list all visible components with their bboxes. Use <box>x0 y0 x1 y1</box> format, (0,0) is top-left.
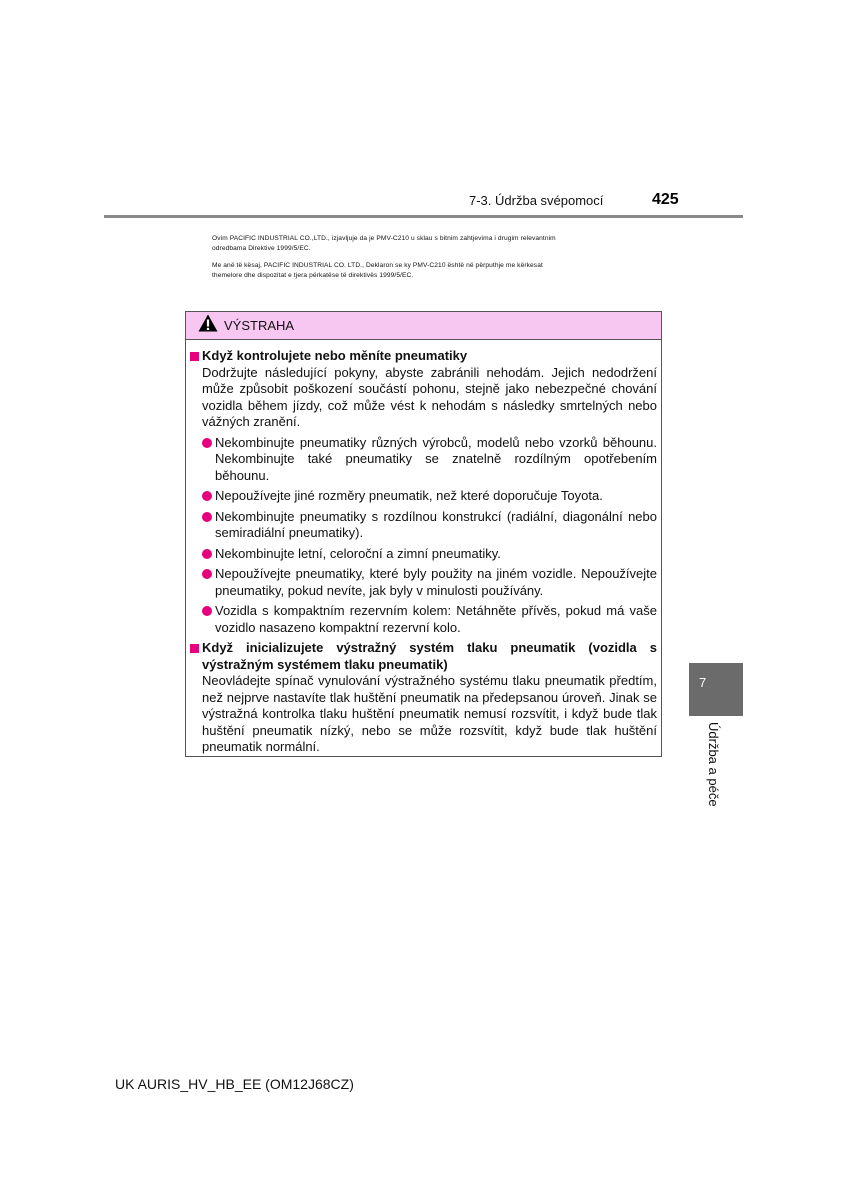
warning-header <box>186 312 661 340</box>
section-heading <box>190 348 657 365</box>
section-heading-text: Když kontrolujete nebo měníte pneumatiky <box>202 348 468 363</box>
warning-label: VÝSTRAHA <box>224 318 295 333</box>
pink-dot-icon <box>202 512 212 522</box>
declaration-line: Ovim PACIFIC INDUSTRIAL CO.,LTD., izjavljuje da je PMV-C210 u sklau s bitnim zahtjevima i drugim relevantnim <box>212 235 556 242</box>
declaration-line: odredbama Direktive 1999/5/EC. <box>212 245 311 252</box>
bullet-item <box>190 435 657 485</box>
bullet-text: Nepoužívejte pneumatiky, které byly použity na jiném vozidle. Nepoužívejte pneumatiky, pokud nevíte, jak byly v minulosti používány. <box>215 566 657 598</box>
warning-box <box>185 311 662 757</box>
section-paragraph: Neovládejte spínač vynulování výstražného systému tlaku pneumatik předtím, než nejprve nastavíte tlak huštění pneumatik na předepsanou úroveň. Jinak se výstražná kontrolka tlaku huštění pneumatik nemusí rozsvítit, i když bude tlak huštění pneumatik nízký, nebo se může rozsvítit, když bude tlak huštění pneumatik normální. <box>202 673 657 754</box>
bullet-text: Nekombinujte letní, celoroční a zimní pneumatiky. <box>215 545 501 561</box>
header-rule <box>104 215 743 218</box>
pink-dot-icon <box>202 549 212 559</box>
warning-body <box>186 340 661 756</box>
pink-dot-icon <box>202 569 212 579</box>
bullet-item <box>190 509 657 542</box>
declaration-croatian <box>212 234 672 254</box>
section-heading <box>190 640 657 673</box>
bullet-text: Nepoužívejte jiné rozměry pneumatik, než které doporučuje Toyota. <box>215 488 603 503</box>
section-heading-text: Když inicializujete výstražný systém tlaku pneumatik (vozidla s výstražným systémem tlaku pneumatik) <box>202 640 657 672</box>
chapter-number: 7 <box>699 675 707 690</box>
declaration-line: themelore dhe dispozitat e tjera përkatëse të direktivës 1999/5/EC. <box>212 272 414 279</box>
bullet-item <box>190 603 657 636</box>
pink-dot-icon <box>202 606 212 616</box>
declaration-line: Me anë të kësaj, PACIFIC INDUSTRIAL CO. LTD., Deklaron se ky PMV-C210 është në përputhje me kërkesat <box>212 262 543 269</box>
declaration-albanian <box>212 261 672 281</box>
bullet-item <box>190 546 657 563</box>
pink-square-icon <box>190 352 199 361</box>
chapter-tab <box>689 663 743 716</box>
footer-code: UK AURIS_HV_HB_EE (OM12J68CZ) <box>115 1076 354 1092</box>
bullet-item <box>190 488 657 505</box>
section-title: 7-3. Údržba svépomocí <box>469 193 604 208</box>
warning-triangle-icon <box>198 314 218 337</box>
pink-square-icon <box>190 644 199 653</box>
page-number: 425 <box>652 191 679 208</box>
bullet-text: Nekombinujte pneumatiky s rozdílnou konstrukcí (radiální, diagonální nebo semiradiální pneumatiky). <box>215 508 657 540</box>
pink-dot-icon <box>202 491 212 501</box>
pink-dot-icon <box>202 438 212 448</box>
bullet-item <box>190 566 657 599</box>
section-paragraph: Dodržujte následující pokyny, abyste zabránili nehodám. Jejich nedodržení může způsobit poškození součástí pohonu, stejně jako nebezpečné chování vozidla během jízdy, což může vést k nehodám s následky smrtelných nebo vážných zranění. <box>202 364 657 429</box>
bullet-text: Nekombinujte pneumatiky různých výrobců, modelů nebo vzorků běhounu. Nekombinujte také pneumatiky se znatelně rozdílným opotřebením běhounu. <box>215 434 657 483</box>
bullet-text: Vozidla s kompaktním rezervním kolem: Netáhněte přívěs, pokud má vaše vozidlo nasazeno kompaktní rezervní kolo. <box>215 603 657 635</box>
chapter-label: Údržba a péče <box>706 722 721 807</box>
